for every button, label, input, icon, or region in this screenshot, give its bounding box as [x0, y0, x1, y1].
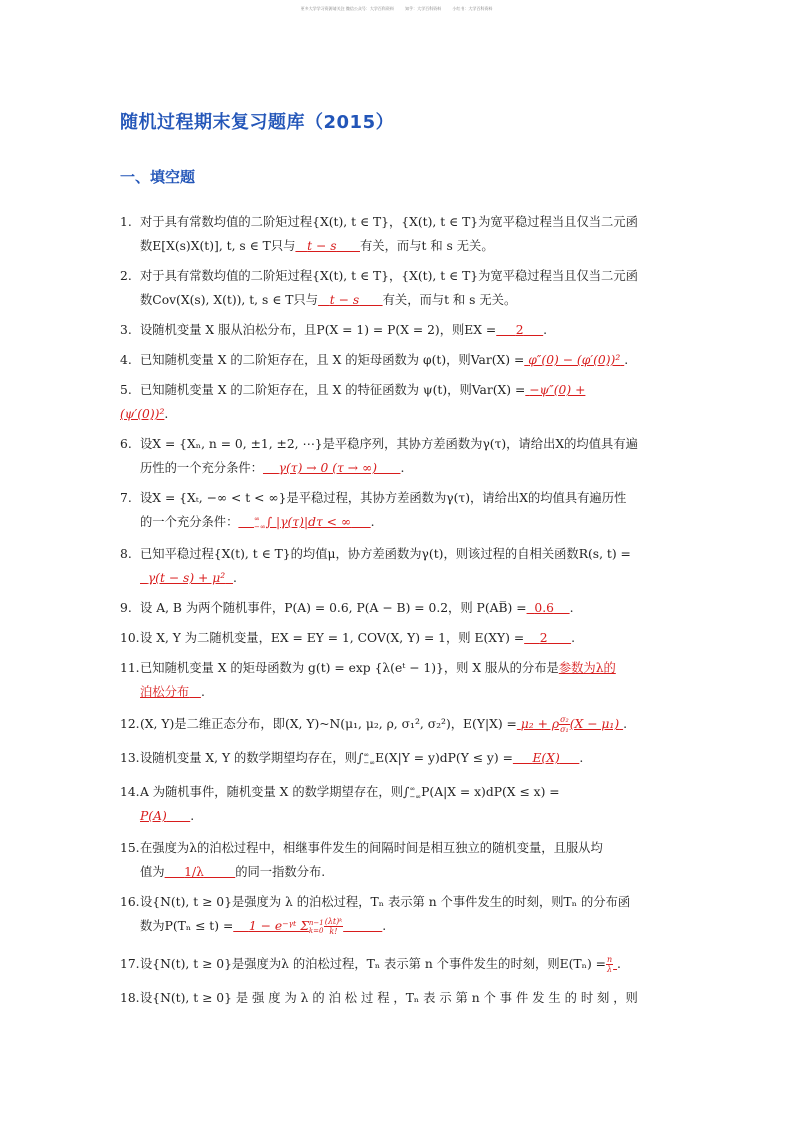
question-text: 对于具有常数均值的二阶矩过程{X(t), t ∈ T}，{X(t), t ∈ T}为宽平稳过程当且仅当二元函	[140, 269, 638, 283]
question-number: 12.	[120, 717, 140, 731]
question-text: 设{N(t), t ≥ 0}是强度为λ 的泊松过程，Tₙ 表示第 n 个事件发生的时刻，则E(Tₙ) =	[140, 957, 606, 971]
question-text: 设X = {Xₙ, n = 0, ±1, ±2, ⋯}是平稳序列，其协方差函数为γ(τ)，请给出X的均值具有遍	[140, 437, 638, 451]
question-number: 1.	[120, 215, 132, 229]
question-number: 17.	[120, 957, 140, 971]
question-text: .	[571, 631, 575, 645]
question-17	[120, 952, 680, 976]
header-xiaohongshu: 小红书：大学百科资料	[452, 6, 493, 11]
question-5	[120, 378, 680, 426]
integral-sign: ∫	[356, 751, 364, 765]
question-text: 设{N(t), t ≥ 0}是强度为 λ 的泊松过程，Tₙ 表示第 n 个事件发生的时刻，则Tₙ 的分布函	[140, 895, 631, 909]
question-number: 15.	[120, 841, 140, 855]
answer: $\frac{n}{\lambda}$	[606, 955, 613, 974]
question-text: .	[543, 323, 548, 337]
question-text: .	[200, 685, 205, 699]
question-text: E(X|Y = y)dP(Y ≤ y) =	[375, 751, 513, 765]
question-text: 已知随机变量 X 的二阶矩存在，且 X 的矩母函数为 φ(t)，则Var(X) =	[140, 353, 525, 367]
question-text: .	[382, 919, 387, 933]
question-16	[120, 890, 680, 938]
answer-continued: 泊松分布	[140, 685, 190, 699]
question-number: 16.	[120, 895, 140, 909]
question-6	[120, 432, 680, 480]
integral-limits: ∞ −∞	[409, 784, 422, 801]
question-number: 11.	[120, 661, 140, 675]
page-header	[0, 6, 793, 12]
section-heading: 一、填空题	[120, 168, 196, 186]
question-text: 设X = {Xₜ, −∞ < t < ∞}是平稳过程，其协方差函数为γ(τ)，请给出X的均值具有遍历性	[140, 491, 627, 505]
question-text: .	[617, 957, 621, 971]
question-number: 6.	[120, 437, 132, 451]
answer: γ(τ) → 0 (τ → ∞)	[278, 461, 377, 475]
question-text: 的同一指数分布.	[235, 865, 326, 879]
integral-limits: ∞ −∞	[363, 750, 376, 767]
question-3	[120, 318, 680, 342]
answer: P(A)	[140, 809, 167, 823]
question-number: 18.	[120, 991, 140, 1005]
question-text: A 为随机事件，随机变量 X 的数学期望存在，则	[140, 785, 404, 799]
question-text: 有关，而与t 和 s 无关。	[382, 293, 517, 307]
question-13	[120, 746, 680, 770]
answer: 2	[539, 631, 548, 645]
question-2	[120, 264, 680, 312]
question-text: .	[569, 601, 574, 615]
question-15	[120, 836, 680, 884]
question-number: 8.	[120, 547, 132, 561]
question-number: 5.	[120, 383, 132, 397]
question-text: 数为P(Tₙ ≤ t) =	[140, 919, 234, 933]
answer: 1/λ	[184, 865, 204, 879]
question-11	[120, 656, 680, 704]
question-number: 10.	[120, 631, 140, 645]
answer: −ψ″(0) +	[529, 383, 586, 397]
question-4	[120, 348, 680, 372]
document-title: 随机过程期末复习题库（2015）	[120, 112, 395, 133]
answer: φ″(0) − (φ′(0))²	[528, 353, 621, 367]
question-18	[120, 986, 680, 1010]
question-text: 数Cov(X(s), X(t)), t, s ∈ T只与	[140, 293, 319, 307]
answer: ∞ −∞ ∫ |γ(τ)|dτ < ∞	[254, 514, 352, 531]
question-text: .	[579, 751, 584, 765]
question-text: 对于具有常数均值的二阶矩过程{X(t), t ∈ T}，{X(t), t ∈ T}为宽平稳过程当且仅当二元函	[140, 215, 638, 229]
question-14	[120, 780, 680, 828]
question-text: 已知随机变量 X 的矩母函数为 g(t) = exp {λ(eᵗ − 1)}，则 X 服从的分布是	[140, 661, 559, 675]
integral-sign: ∫	[403, 785, 410, 799]
header-wechat: 更多大学学习资源请关注 微信公众号：大学百科资料	[300, 6, 394, 11]
question-number: 9.	[120, 601, 132, 615]
question-12	[120, 712, 680, 736]
question-number: 7.	[120, 491, 132, 505]
question-text: 已知平稳过程{X(t), t ∈ T}的均值μ，协方差函数为γ(t)，则该过程的自相关函数R(s, t) =	[140, 547, 631, 561]
question-text: 有关，而与t 和 s 无关。	[360, 239, 494, 253]
question-number: 2.	[120, 269, 132, 283]
question-text: .	[190, 809, 195, 823]
question-9	[120, 596, 680, 620]
question-number: 14.	[120, 785, 140, 799]
question-7	[120, 486, 680, 534]
question-text: .	[400, 461, 405, 475]
answer: 1 − e⁻ᵞᵗ Σ n−1 k=0 $\frac{\text{(λt)ᵏ}}{k!}$	[248, 917, 343, 936]
answer: 参数为λ的	[558, 661, 616, 675]
question-number: 4.	[120, 353, 132, 367]
question-text: .	[164, 407, 169, 421]
answer-continued: (ψ′(0))²	[120, 407, 165, 421]
question-text: 在强度为λ的泊松过程中，相继事件发生的间隔时间是相互独立的随机变量，且服从均	[140, 841, 603, 855]
question-text: .	[233, 571, 237, 585]
answer: t − s	[307, 239, 337, 253]
answer: 0.6	[534, 601, 554, 615]
question-text: 已知随机变量 X 的二阶矩存在，且 X 的特征函数为 ψ(t)，则Var(X) =	[140, 383, 526, 397]
question-text: .	[624, 353, 629, 367]
question-1	[120, 210, 680, 258]
question-text: P(A|X = x)dP(X ≤ x) =	[421, 785, 560, 799]
question-text: (X, Y)是二维正态分布，即(X, Y)~N(μ₁, μ₂, ρ, σ₁², σ₂²)，E(Y|X) =	[140, 717, 517, 731]
question-text: 设{N(t), t ≥ 0} 是 强 度 为 λ 的 泊 松 过 程 ，Tₙ 表 示 第 n 个 事 件 发 生 的 时 刻 ，则	[140, 991, 638, 1005]
answer: E(X)	[532, 751, 560, 765]
question-number: 3.	[120, 323, 132, 337]
question-text: .	[623, 717, 627, 731]
answer: t − s	[329, 293, 360, 307]
question-text: 值为	[140, 865, 165, 879]
answer: 2	[515, 323, 524, 337]
question-text: 设随机变量 X, Y 的数学期望均存在，则	[140, 751, 357, 765]
question-10	[120, 626, 680, 650]
question-text: 的一个充分条件：	[140, 515, 239, 529]
question-text: 历性的一个充分条件：	[140, 461, 263, 475]
question-text: 设 A, B 为两个随机事件，P(A) = 0.6, P(A − B) = 0.2，则 P(AB̅) =	[140, 601, 527, 615]
question-text: 设随机变量 X 服从泊松分布，且P(X = 1) = P(X = 2)，则EX =	[140, 323, 497, 337]
question-text: 数E[X(s)X(t)], t, s ∈ T只与	[140, 239, 296, 253]
question-number: 13.	[120, 751, 140, 765]
question-text: .	[370, 515, 375, 529]
answer: γ(t − s) + μ²	[147, 571, 226, 585]
question-text: 设 X, Y 为二随机变量，EX = EY = 1, COV(X, Y) = 1，则 E(XY) =	[140, 631, 525, 645]
answer: μ₂ + ρ $\frac{\text{σ₂}}{\text{σ₁}}$ (X − μ₁)	[520, 715, 620, 734]
question-8	[120, 542, 680, 590]
header-zhihu: 知乎：大学百科资料	[405, 6, 442, 11]
